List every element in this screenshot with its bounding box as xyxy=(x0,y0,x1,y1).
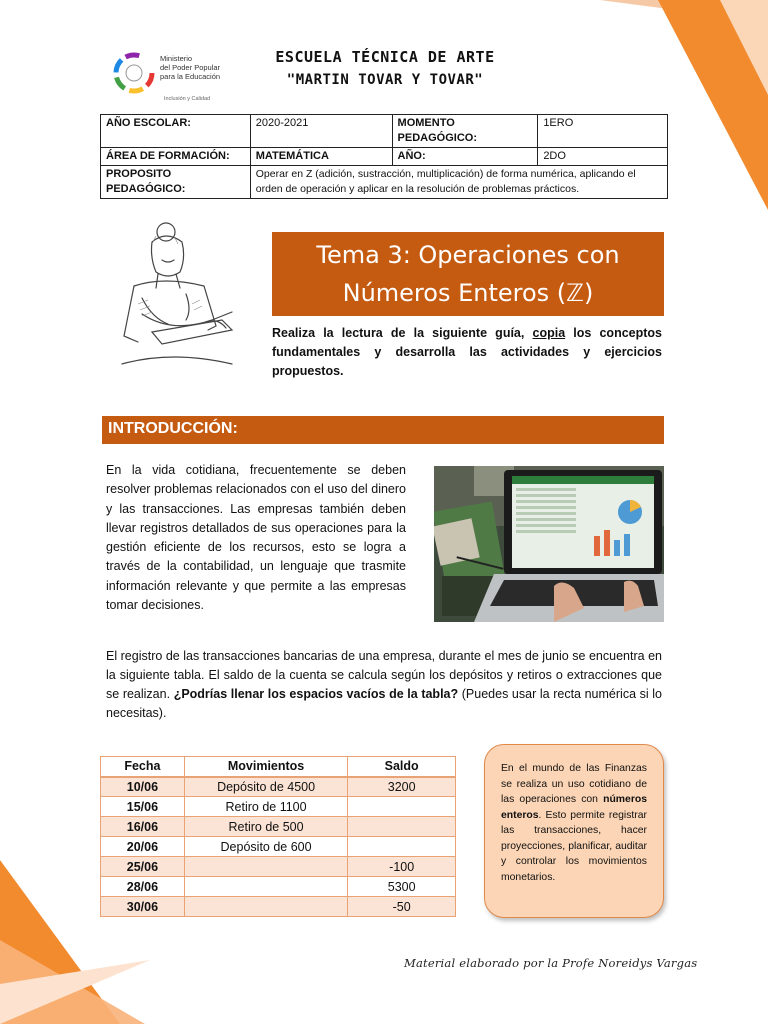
cell-saldo: 5300 xyxy=(348,877,456,897)
cell-saldo[interactable] xyxy=(348,797,456,817)
cell-movimiento: Retiro de 1100 xyxy=(184,797,348,817)
instructions-text: Realiza la lectura de la siguiente guía, xyxy=(272,326,533,340)
logo-line: Ministerio xyxy=(160,54,193,63)
ano-value: 2DO xyxy=(538,148,668,166)
header-movimientos: Movimientos xyxy=(184,757,348,777)
ano-escolar-label: AÑO ESCOLAR: xyxy=(101,115,251,148)
momento-label: MOMENTO PEDAGÓGICO: xyxy=(392,115,538,148)
cell-movimiento[interactable] xyxy=(184,857,348,877)
cell-fecha: 10/06 xyxy=(101,777,185,797)
callout-text: . Esto permite registrar las transacciones, hacer proyecciones, planificar, auditar y controlar los movimientos monetarios. xyxy=(501,809,647,883)
cell-saldo[interactable] xyxy=(348,817,456,837)
reading-instructions xyxy=(272,324,662,381)
transactions-table xyxy=(100,756,456,917)
table-header-row xyxy=(101,757,456,777)
cell-movimiento: Retiro de 500 xyxy=(184,817,348,837)
topic-title-line2: Números Enteros (ℤ) xyxy=(342,279,594,307)
introduction-heading: INTRODUCCIÓN: xyxy=(102,416,664,444)
topic-title-banner xyxy=(272,232,664,316)
student-reading-sketch xyxy=(112,214,246,376)
area-value: MATEMÁTICA xyxy=(250,148,392,166)
cell-movimiento[interactable] xyxy=(184,897,348,917)
school-name-line2: "MARTIN TOVAR Y TOVAR" xyxy=(286,72,484,88)
momento-value: 1ERO xyxy=(538,115,668,148)
callout-bold-text: números enteros xyxy=(501,794,647,821)
logo-line: del Poder Popular xyxy=(160,63,221,72)
ministry-logo xyxy=(112,50,232,108)
instructions-underlined: copia xyxy=(532,326,566,340)
ano-label: AÑO: xyxy=(392,148,538,166)
table-row xyxy=(101,877,456,897)
paragraph-question: ¿Podrías llenar los espacios vacíos de la tabla? xyxy=(173,687,459,701)
cell-saldo: -50 xyxy=(348,897,456,917)
cell-movimiento: Depósito de 600 xyxy=(184,837,348,857)
cell-fecha: 28/06 xyxy=(101,877,185,897)
cell-movimiento[interactable] xyxy=(184,877,348,897)
table-row xyxy=(101,817,456,837)
cell-saldo[interactable] xyxy=(348,837,456,857)
cell-fecha: 30/06 xyxy=(101,897,185,917)
paragraph-text: El registro de las transacciones bancarias de una empresa, durante el mes de junio se encuentra en la siguiente tabla. El saldo de la cuenta se calcula según los depósitos y retiros o extracciones que se realizan. xyxy=(106,649,662,701)
table-row xyxy=(101,857,456,877)
cell-fecha: 25/06 xyxy=(101,857,185,877)
table-row xyxy=(101,777,456,797)
cell-movimiento: Depósito de 4500 xyxy=(184,777,348,797)
header-saldo: Saldo xyxy=(348,757,456,777)
logo-text xyxy=(160,54,220,81)
course-info-table xyxy=(100,114,668,199)
ministry-logo-icon xyxy=(112,50,156,96)
instructions-text: los conceptos fundamentales y desarrolla las actividades y ejercicios propuestos. xyxy=(272,326,662,378)
info-row xyxy=(101,148,668,166)
cell-saldo: 3200 xyxy=(348,777,456,797)
info-row xyxy=(101,166,668,199)
laptop-spreadsheet-photo xyxy=(434,466,664,622)
table-row xyxy=(101,837,456,857)
cell-fecha: 15/06 xyxy=(101,797,185,817)
ano-escolar-value: 2020-2021 xyxy=(250,115,392,148)
proposito-value: Operar en Z (adición, sustracción, multiplicación) de forma numérica, aplicando el orden de operación y aplicar en la resolución de problemas prácticos. xyxy=(250,166,667,199)
table-row xyxy=(101,797,456,817)
logo-tagline: Inclusión y Calidad xyxy=(164,96,211,102)
school-name-line1: ESCUELA TÉCNICA DE ARTE xyxy=(275,48,495,66)
callout-text: En el mundo de las Finanzas se realiza un uso cotidiano de las operaciones con xyxy=(501,763,647,805)
paragraph-text: (Puedes usar la recta numérica si lo necesitas). xyxy=(106,687,663,720)
area-label: ÁREA DE FORMACIÓN: xyxy=(101,148,251,166)
header-fecha: Fecha xyxy=(101,757,185,777)
intro-paragraph-1: En la vida cotidiana, frecuentemente se deben resolver problemas relacionados con el uso del dinero y las transacciones. Las empresas también deben llevar registros detallados de sus operaciones para la gestión eficiente de los recursos, esto se logra a través de la contabilidad, un lenguaje que trasmite información relevante y que permite a las empresas tomar decisiones. xyxy=(106,463,406,613)
intro-paragraph-2 xyxy=(106,647,662,723)
finance-callout-box xyxy=(484,744,664,918)
table-row xyxy=(101,897,456,917)
cell-saldo: -100 xyxy=(348,857,456,877)
author-credit: Material elaborado por la Profe Noreidys Vargas xyxy=(404,956,698,970)
proposito-label: PROPOSITO PEDAGÓGICO: xyxy=(101,166,251,199)
info-row xyxy=(101,115,668,148)
cell-fecha: 16/06 xyxy=(101,817,185,837)
cell-fecha: 20/06 xyxy=(101,837,185,857)
logo-line: para la Educación xyxy=(160,72,221,81)
topic-title-line1: Tema 3: Operaciones con xyxy=(316,241,620,269)
